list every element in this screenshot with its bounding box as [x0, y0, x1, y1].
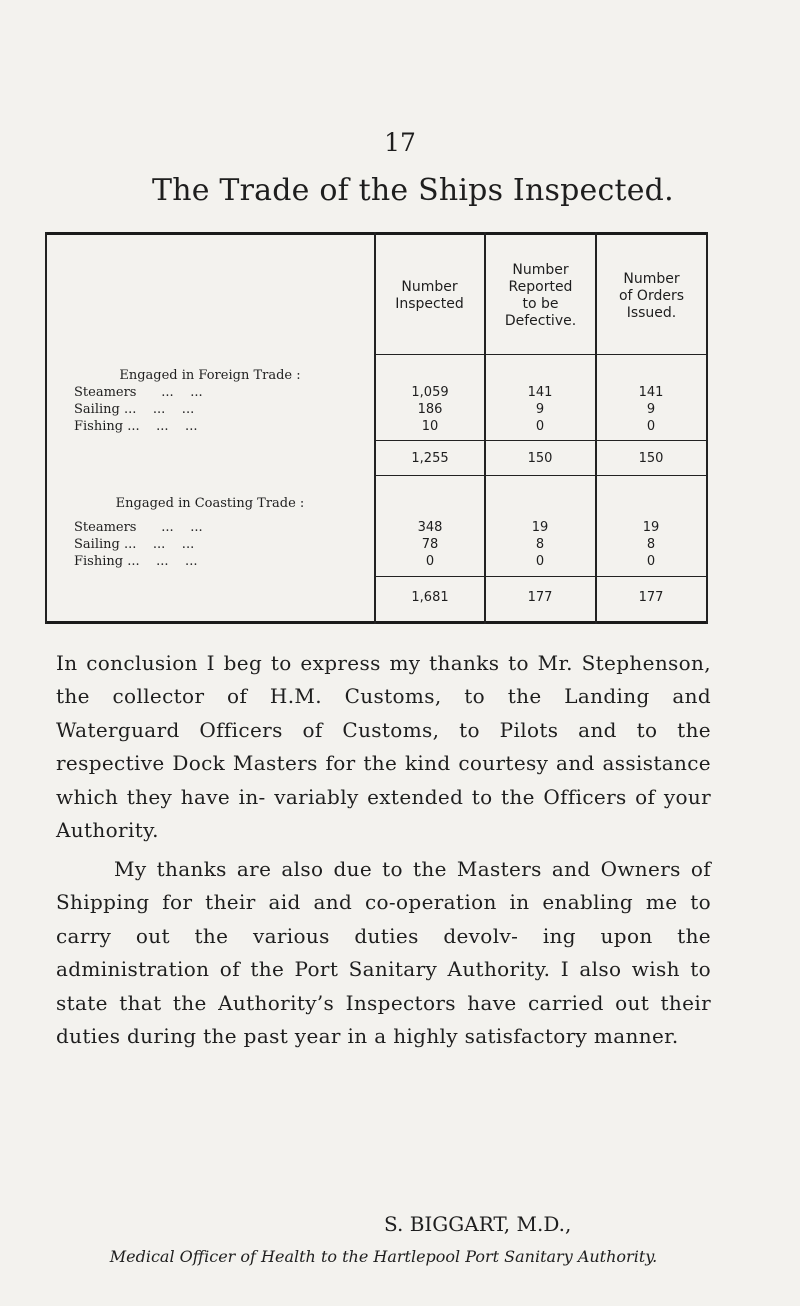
row-label: Fishing ... ... ...: [74, 419, 198, 434]
table-cell: 0: [425, 554, 435, 569]
table-bottom-rule: [45, 621, 708, 624]
total-cell: 150: [527, 451, 553, 466]
header-rule: [376, 354, 706, 355]
row-label: Sailing ... ... ...: [74, 537, 195, 552]
thanks-paragraph: My thanks are also due to the Masters and Owners of Shipping for their aid and co-operation in enabling me to carry out the various duties devolv- ing upon the administration of the Port Sanitary Authority. I also wish to state that the Authority’s Inspectors have carried out their duties during the past year in a highly satisfactory manner.: [56, 857, 711, 1049]
total-cell: 177: [638, 590, 664, 605]
table-cell: 19: [531, 520, 549, 535]
conclusion-paragraph: In conclusion I beg to express my thanks to Mr. Stephenson, the collector of H.M. Customs, to the Landing and Waterguard Officers of Customs, to Pilots and to the respective Dock Masters for the kind courtesy and assistance which they have in- variably extended to the Officers of your Authority.: [56, 651, 711, 843]
table-cell: 0: [535, 554, 545, 569]
table-cell: 9: [535, 402, 545, 417]
page-title: The Trade of the Ships Inspected.: [152, 173, 674, 208]
subtotal-rule: [376, 440, 706, 441]
table-cell: 141: [527, 385, 553, 400]
header-inspected: Number Inspected: [395, 279, 464, 312]
table-cell: 10: [421, 419, 439, 434]
table-cell: 186: [417, 402, 443, 417]
table-cell: 0: [646, 419, 656, 434]
table-cell: 78: [421, 537, 439, 552]
table-cell: 0: [646, 554, 656, 569]
table-right-border: [706, 232, 708, 624]
table-cell: 9: [646, 402, 656, 417]
page-number: 17: [384, 128, 416, 157]
row-label: Steamers ... ...: [74, 520, 203, 535]
total-cell: 1,255: [411, 451, 449, 466]
table-cell: 348: [417, 520, 443, 535]
table-cell: 8: [646, 537, 656, 552]
table-left-border: [45, 232, 47, 624]
table-cell: 19: [642, 520, 660, 535]
signature: S. BIGGART, M.D.,: [384, 1212, 572, 1236]
row-label: Fishing ... ... ...: [74, 554, 198, 569]
header-defective: Number Reported to be Defective.: [504, 262, 577, 329]
section-label-coasting: Engaged in Coasting Trade :: [115, 496, 305, 511]
table-cell: 8: [535, 537, 545, 552]
table-cell: 0: [535, 419, 545, 434]
subtotal-rule: [376, 475, 706, 476]
total-cell: 177: [527, 590, 553, 605]
table-cell: 1,059: [411, 385, 449, 400]
table-cell: 141: [638, 385, 664, 400]
header-orders: Number of Orders Issued.: [618, 270, 685, 321]
designation: Medical Officer of Health to the Hartlepool Port Sanitary Authority.: [109, 1247, 658, 1266]
row-label: Sailing ... ... ...: [74, 402, 195, 417]
total-cell: 150: [638, 451, 664, 466]
total-rule: [376, 576, 706, 577]
row-label: Steamers ... ...: [74, 385, 203, 400]
trade-table: [45, 232, 708, 624]
table-top-rule: [45, 232, 708, 235]
section-label-foreign: Engaged in Foreign Trade :: [119, 368, 301, 383]
total-cell: 1,681: [411, 590, 449, 605]
